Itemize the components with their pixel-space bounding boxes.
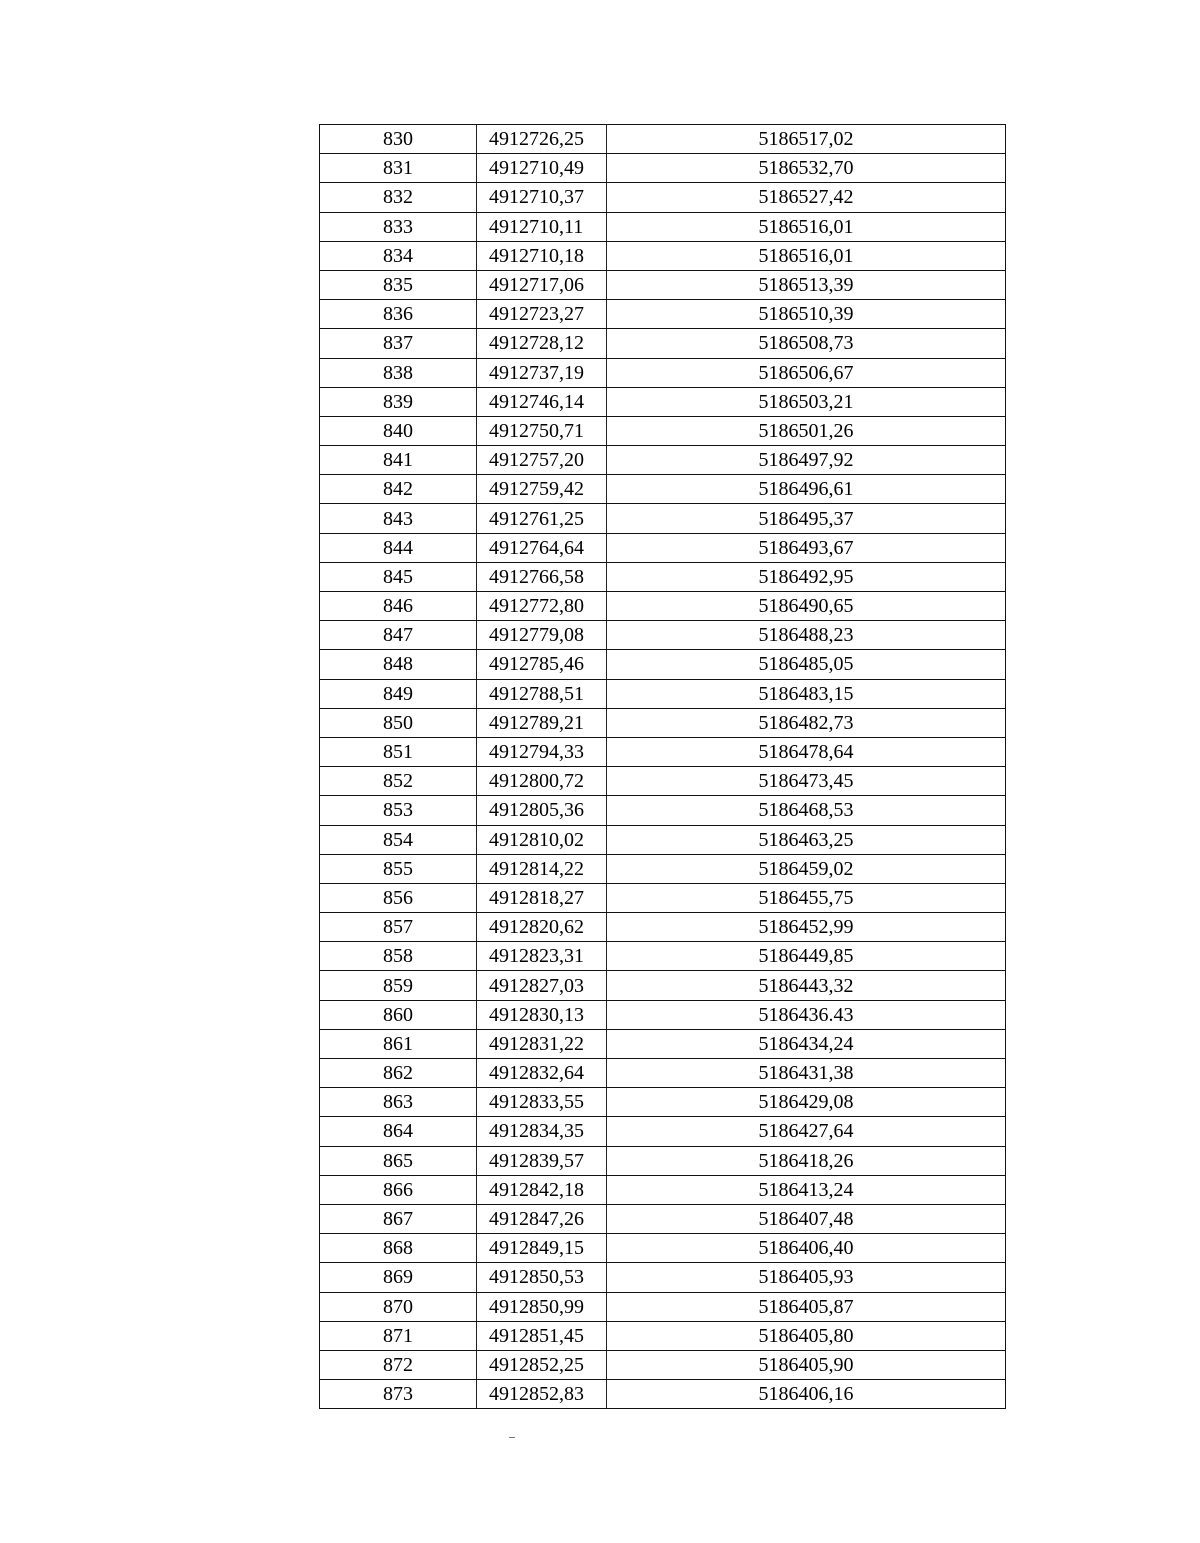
table-row xyxy=(320,1380,1006,1409)
scan-speck xyxy=(509,1437,515,1438)
x-coordinate-cell: 4912728,12 xyxy=(477,329,607,358)
table-row xyxy=(320,1117,1006,1146)
table-row xyxy=(320,854,1006,883)
y-coordinate-cell: 5186493,67 xyxy=(607,533,1006,562)
x-coordinate-cell: 4912849,15 xyxy=(477,1234,607,1263)
table-row xyxy=(320,416,1006,445)
y-coordinate-cell: 5186492,95 xyxy=(607,562,1006,591)
y-coordinate-cell: 5186459,02 xyxy=(607,854,1006,883)
point-number-cell: 863 xyxy=(320,1088,477,1117)
table-row xyxy=(320,154,1006,183)
table-row xyxy=(320,300,1006,329)
table-row xyxy=(320,825,1006,854)
table-row xyxy=(320,125,1006,154)
x-coordinate-cell: 4912832,64 xyxy=(477,1059,607,1088)
table-row xyxy=(320,475,1006,504)
point-number-cell: 842 xyxy=(320,475,477,504)
x-coordinate-cell: 4912850,53 xyxy=(477,1263,607,1292)
table-row xyxy=(320,767,1006,796)
x-coordinate-cell: 4912851,45 xyxy=(477,1321,607,1350)
table-row xyxy=(320,562,1006,591)
table-row xyxy=(320,1000,1006,1029)
y-coordinate-cell: 5186483,15 xyxy=(607,679,1006,708)
x-coordinate-cell: 4912759,42 xyxy=(477,475,607,504)
x-coordinate-cell: 4912757,20 xyxy=(477,446,607,475)
table-row xyxy=(320,737,1006,766)
table-row xyxy=(320,533,1006,562)
point-number-cell: 862 xyxy=(320,1059,477,1088)
y-coordinate-cell: 5186478,64 xyxy=(607,737,1006,766)
x-coordinate-cell: 4912717,06 xyxy=(477,270,607,299)
table-row xyxy=(320,1263,1006,1292)
table-row xyxy=(320,1321,1006,1350)
x-coordinate-cell: 4912810,02 xyxy=(477,825,607,854)
x-coordinate-cell: 4912800,72 xyxy=(477,767,607,796)
point-number-cell: 858 xyxy=(320,942,477,971)
y-coordinate-cell: 5186517,02 xyxy=(607,125,1006,154)
x-coordinate-cell: 4912823,31 xyxy=(477,942,607,971)
point-number-cell: 830 xyxy=(320,125,477,154)
x-coordinate-cell: 4912710,49 xyxy=(477,154,607,183)
x-coordinate-cell: 4912766,58 xyxy=(477,562,607,591)
point-number-cell: 857 xyxy=(320,913,477,942)
x-coordinate-cell: 4912785,46 xyxy=(477,650,607,679)
point-number-cell: 865 xyxy=(320,1146,477,1175)
y-coordinate-cell: 5186497,92 xyxy=(607,446,1006,475)
y-coordinate-cell: 5186473,45 xyxy=(607,767,1006,796)
y-coordinate-cell: 5186406,40 xyxy=(607,1234,1006,1263)
y-coordinate-cell: 5186436.43 xyxy=(607,1000,1006,1029)
x-coordinate-cell: 4912710,11 xyxy=(477,212,607,241)
point-number-cell: 861 xyxy=(320,1029,477,1058)
x-coordinate-cell: 4912830,13 xyxy=(477,1000,607,1029)
y-coordinate-cell: 5186527,42 xyxy=(607,183,1006,212)
y-coordinate-cell: 5186429,08 xyxy=(607,1088,1006,1117)
point-number-cell: 855 xyxy=(320,854,477,883)
x-coordinate-cell: 4912710,18 xyxy=(477,241,607,270)
point-number-cell: 866 xyxy=(320,1175,477,1204)
x-coordinate-cell: 4912761,25 xyxy=(477,504,607,533)
x-coordinate-cell: 4912794,33 xyxy=(477,737,607,766)
point-number-cell: 848 xyxy=(320,650,477,679)
point-number-cell: 834 xyxy=(320,241,477,270)
table-row xyxy=(320,1059,1006,1088)
y-coordinate-cell: 5186490,65 xyxy=(607,592,1006,621)
x-coordinate-cell: 4912827,03 xyxy=(477,971,607,1000)
table-row xyxy=(320,1292,1006,1321)
x-coordinate-cell: 4912818,27 xyxy=(477,883,607,912)
point-number-cell: 852 xyxy=(320,767,477,796)
table-row xyxy=(320,1204,1006,1233)
table-row xyxy=(320,679,1006,708)
point-number-cell: 844 xyxy=(320,533,477,562)
table-row xyxy=(320,913,1006,942)
x-coordinate-cell: 4912746,14 xyxy=(477,387,607,416)
point-number-cell: 872 xyxy=(320,1350,477,1379)
table-row xyxy=(320,387,1006,416)
y-coordinate-cell: 5186510,39 xyxy=(607,300,1006,329)
point-number-cell: 845 xyxy=(320,562,477,591)
y-coordinate-cell: 5186516,01 xyxy=(607,241,1006,270)
y-coordinate-cell: 5186463,25 xyxy=(607,825,1006,854)
point-number-cell: 873 xyxy=(320,1380,477,1409)
y-coordinate-cell: 5186407,48 xyxy=(607,1204,1006,1233)
point-number-cell: 840 xyxy=(320,416,477,445)
point-number-cell: 850 xyxy=(320,708,477,737)
x-coordinate-cell: 4912789,21 xyxy=(477,708,607,737)
y-coordinate-cell: 5186455,75 xyxy=(607,883,1006,912)
y-coordinate-cell: 5186496,61 xyxy=(607,475,1006,504)
x-coordinate-cell: 4912772,80 xyxy=(477,592,607,621)
x-coordinate-cell: 4912820,62 xyxy=(477,913,607,942)
y-coordinate-cell: 5186418,26 xyxy=(607,1146,1006,1175)
x-coordinate-cell: 4912842,18 xyxy=(477,1175,607,1204)
point-number-cell: 831 xyxy=(320,154,477,183)
y-coordinate-cell: 5186452,99 xyxy=(607,913,1006,942)
point-number-cell: 860 xyxy=(320,1000,477,1029)
y-coordinate-cell: 5186501,26 xyxy=(607,416,1006,445)
table-row xyxy=(320,504,1006,533)
point-number-cell: 837 xyxy=(320,329,477,358)
point-number-cell: 843 xyxy=(320,504,477,533)
x-coordinate-cell: 4912831,22 xyxy=(477,1029,607,1058)
x-coordinate-cell: 4912850,99 xyxy=(477,1292,607,1321)
y-coordinate-cell: 5186485,05 xyxy=(607,650,1006,679)
y-coordinate-cell: 5186513,39 xyxy=(607,270,1006,299)
table-row xyxy=(320,1029,1006,1058)
x-coordinate-cell: 4912805,36 xyxy=(477,796,607,825)
coordinates-table xyxy=(319,124,1006,1409)
point-number-cell: 839 xyxy=(320,387,477,416)
x-coordinate-cell: 4912710,37 xyxy=(477,183,607,212)
y-coordinate-cell: 5186488,23 xyxy=(607,621,1006,650)
table-row xyxy=(320,1234,1006,1263)
point-number-cell: 868 xyxy=(320,1234,477,1263)
table-row xyxy=(320,358,1006,387)
point-number-cell: 854 xyxy=(320,825,477,854)
point-number-cell: 841 xyxy=(320,446,477,475)
point-number-cell: 864 xyxy=(320,1117,477,1146)
y-coordinate-cell: 5186495,37 xyxy=(607,504,1006,533)
table-row xyxy=(320,1175,1006,1204)
y-coordinate-cell: 5186431,38 xyxy=(607,1059,1006,1088)
point-number-cell: 849 xyxy=(320,679,477,708)
x-coordinate-cell: 4912764,64 xyxy=(477,533,607,562)
x-coordinate-cell: 4912737,19 xyxy=(477,358,607,387)
y-coordinate-cell: 5186443,32 xyxy=(607,971,1006,1000)
y-coordinate-cell: 5186508,73 xyxy=(607,329,1006,358)
coordinates-table-body xyxy=(320,125,1006,1409)
y-coordinate-cell: 5186449,85 xyxy=(607,942,1006,971)
point-number-cell: 847 xyxy=(320,621,477,650)
point-number-cell: 867 xyxy=(320,1204,477,1233)
y-coordinate-cell: 5186434,24 xyxy=(607,1029,1006,1058)
point-number-cell: 833 xyxy=(320,212,477,241)
x-coordinate-cell: 4912852,83 xyxy=(477,1380,607,1409)
point-number-cell: 853 xyxy=(320,796,477,825)
point-number-cell: 846 xyxy=(320,592,477,621)
x-coordinate-cell: 4912723,27 xyxy=(477,300,607,329)
table-row xyxy=(320,971,1006,1000)
x-coordinate-cell: 4912833,55 xyxy=(477,1088,607,1117)
y-coordinate-cell: 5186413,24 xyxy=(607,1175,1006,1204)
table-row xyxy=(320,942,1006,971)
y-coordinate-cell: 5186406,16 xyxy=(607,1380,1006,1409)
table-row xyxy=(320,1146,1006,1175)
x-coordinate-cell: 4912814,22 xyxy=(477,854,607,883)
point-number-cell: 851 xyxy=(320,737,477,766)
x-coordinate-cell: 4912779,08 xyxy=(477,621,607,650)
table-row xyxy=(320,1088,1006,1117)
point-number-cell: 835 xyxy=(320,270,477,299)
table-row xyxy=(320,592,1006,621)
table-row xyxy=(320,212,1006,241)
table-row xyxy=(320,270,1006,299)
x-coordinate-cell: 4912852,25 xyxy=(477,1350,607,1379)
y-coordinate-cell: 5186532,70 xyxy=(607,154,1006,183)
y-coordinate-cell: 5186468,53 xyxy=(607,796,1006,825)
y-coordinate-cell: 5186516,01 xyxy=(607,212,1006,241)
table-row xyxy=(320,796,1006,825)
y-coordinate-cell: 5186506,67 xyxy=(607,358,1006,387)
y-coordinate-cell: 5186405,90 xyxy=(607,1350,1006,1379)
point-number-cell: 871 xyxy=(320,1321,477,1350)
table-row xyxy=(320,621,1006,650)
point-number-cell: 832 xyxy=(320,183,477,212)
x-coordinate-cell: 4912788,51 xyxy=(477,679,607,708)
point-number-cell: 869 xyxy=(320,1263,477,1292)
y-coordinate-cell: 5186405,93 xyxy=(607,1263,1006,1292)
x-coordinate-cell: 4912834,35 xyxy=(477,1117,607,1146)
table-row xyxy=(320,708,1006,737)
y-coordinate-cell: 5186405,87 xyxy=(607,1292,1006,1321)
point-number-cell: 856 xyxy=(320,883,477,912)
table-row xyxy=(320,1350,1006,1379)
table-row xyxy=(320,329,1006,358)
x-coordinate-cell: 4912750,71 xyxy=(477,416,607,445)
x-coordinate-cell: 4912839,57 xyxy=(477,1146,607,1175)
y-coordinate-cell: 5186503,21 xyxy=(607,387,1006,416)
table-row xyxy=(320,241,1006,270)
point-number-cell: 859 xyxy=(320,971,477,1000)
point-number-cell: 838 xyxy=(320,358,477,387)
x-coordinate-cell: 4912726,25 xyxy=(477,125,607,154)
table-row xyxy=(320,183,1006,212)
point-number-cell: 870 xyxy=(320,1292,477,1321)
table-row xyxy=(320,883,1006,912)
point-number-cell: 836 xyxy=(320,300,477,329)
y-coordinate-cell: 5186427,64 xyxy=(607,1117,1006,1146)
y-coordinate-cell: 5186482,73 xyxy=(607,708,1006,737)
x-coordinate-cell: 4912847,26 xyxy=(477,1204,607,1233)
table-row xyxy=(320,650,1006,679)
y-coordinate-cell: 5186405,80 xyxy=(607,1321,1006,1350)
table-row xyxy=(320,446,1006,475)
